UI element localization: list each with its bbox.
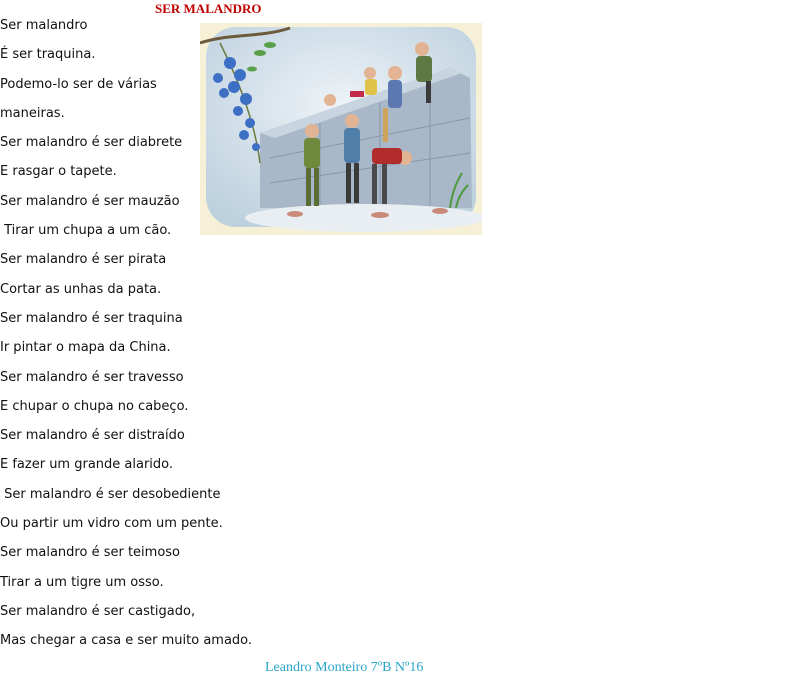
poem-line: maneiras. (0, 105, 65, 121)
poem-line: Ser malandro é ser diabrete (0, 135, 183, 151)
poem-line: Ser malandro é ser mauzão (0, 193, 180, 209)
poem-line: Mas chegar a casa e ser muito amado. (0, 633, 253, 649)
illustration-children-climbing-wall (200, 23, 482, 235)
poem-line: Podemo-lo ser de várias (0, 76, 157, 92)
poem-line: Tirar a um tigre um osso. (0, 574, 164, 590)
poem-line: Ser malandro (0, 18, 88, 33)
poem-line: Cortar as unhas da pata. (0, 281, 162, 297)
poem-line: Ser malandro é ser desobediente (0, 486, 221, 502)
poem-line: Tirar um chupa a um cão. (0, 223, 172, 239)
poem-line: E chupar o chupa no cabeço. (0, 398, 189, 414)
poem-line: Ser malandro é ser distraído (0, 428, 185, 444)
poem-title: SER MALANDRO (155, 1, 262, 16)
poem-line: É ser traquina. (0, 47, 96, 63)
poem-line: Ir pintar o mapa da China. (0, 340, 171, 356)
poem-line: E fazer um grande alarido. (0, 457, 174, 473)
poem-line: E rasgar o tapete. (0, 164, 117, 180)
poem-line: Ser malandro é ser traquina (0, 310, 183, 326)
poem-line: Ser malandro é ser travesso (0, 369, 184, 385)
author-signature: Leandro Monteiro 7ºB Nº16 (265, 660, 424, 675)
poem-line: Ser malandro é ser pirata (0, 252, 167, 268)
poem-line: Ser malandro é ser castigado, (0, 603, 196, 619)
poem-line: Ser malandro é ser teimoso (0, 545, 181, 561)
poem-line: Ou partir um vidro com um pente. (0, 516, 223, 532)
